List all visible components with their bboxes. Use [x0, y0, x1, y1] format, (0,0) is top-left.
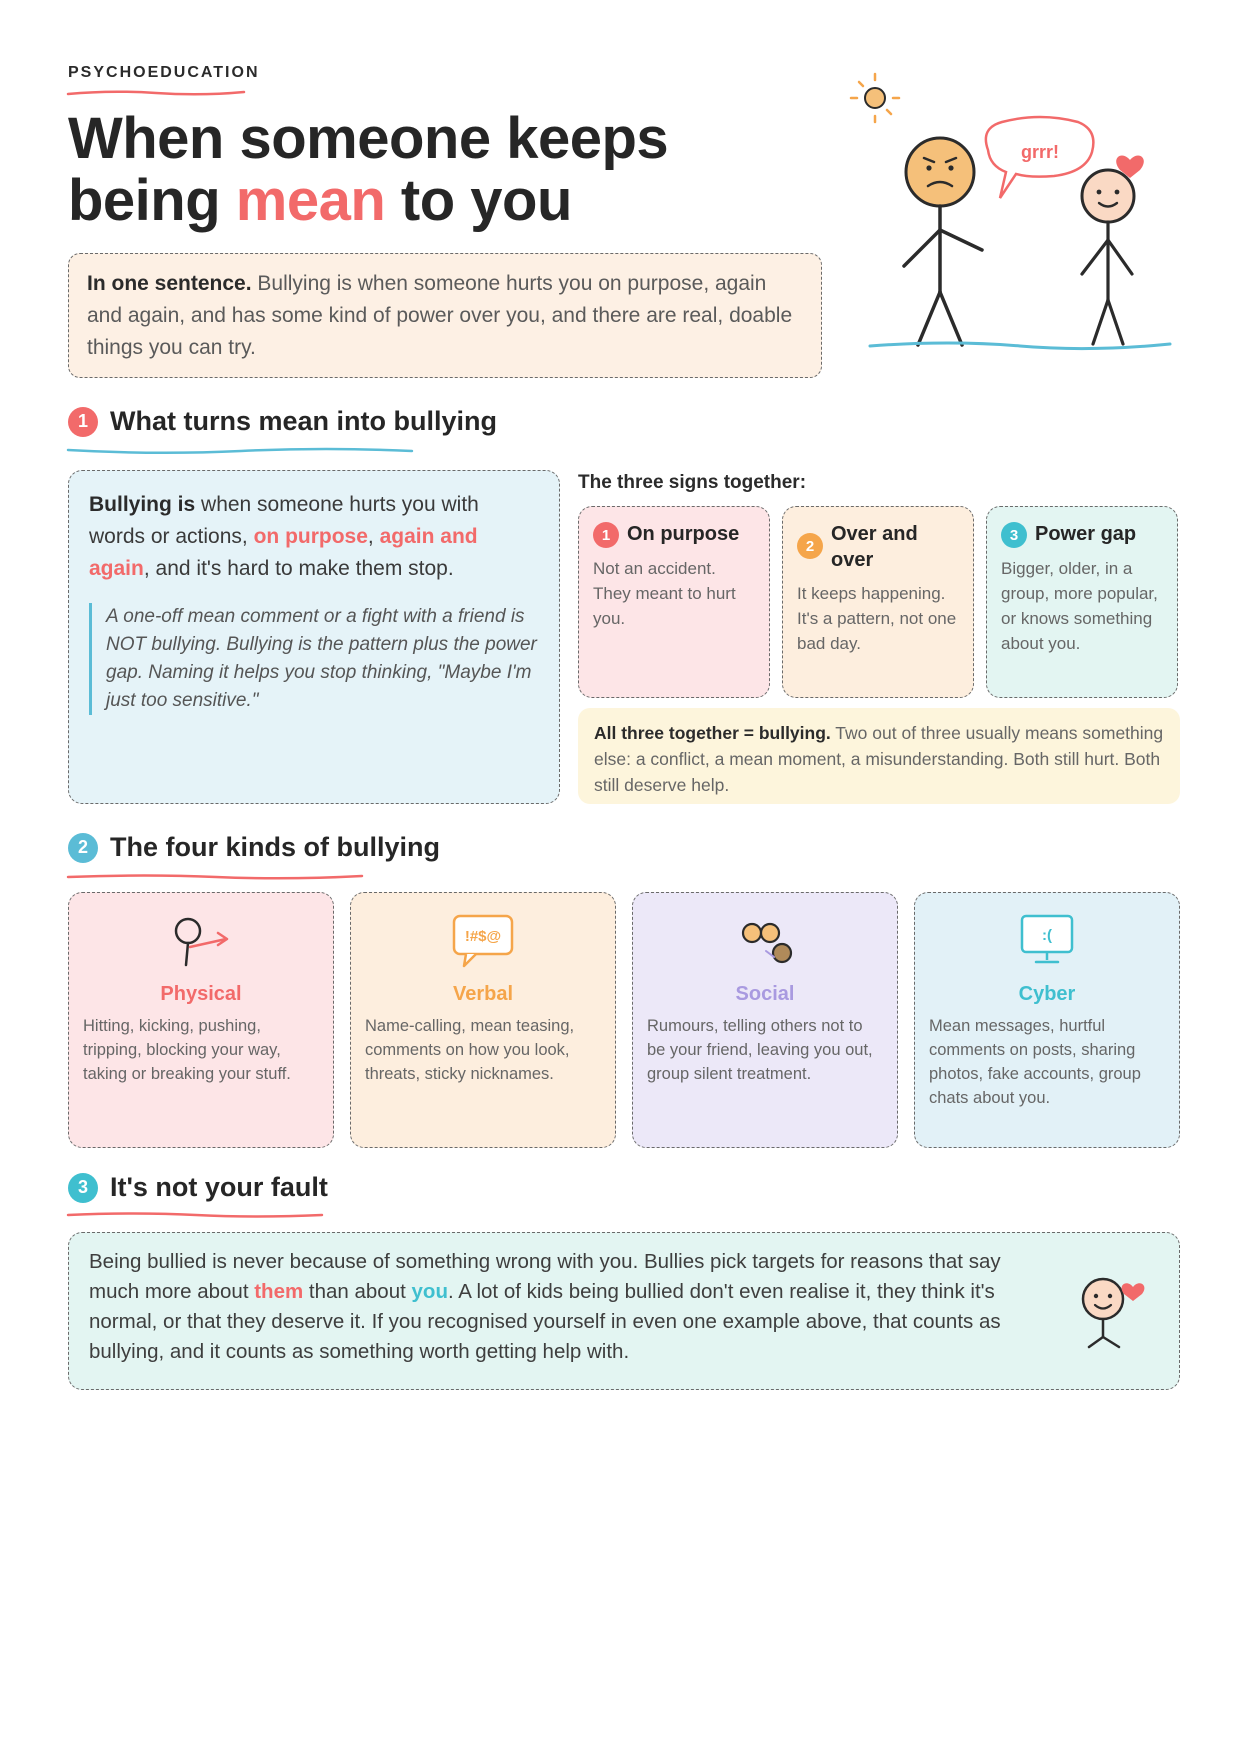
not-your-fault-text: Being bullied is never because of something wrong with you. Bullies pick targets for reasons that say much more about them than about you. A lot of kids being bullied don't even realise it, they think it's normal, or that they deserve it. If you recognised yourself in even one example above, that counts as bullying, and it counts as something worth getting help with. [89, 1250, 1001, 1363]
eyebrow-underline [66, 88, 246, 98]
section-1-header [68, 406, 497, 437]
section-2-header [68, 832, 440, 863]
speech-text: grrr! [1020, 142, 1060, 162]
kind-title: Physical [160, 983, 242, 1005]
kind-card-social [632, 892, 898, 1148]
summary-box [68, 253, 822, 378]
sign-body: Bigger, older, in a group, more popular, or knows something about you. [1001, 559, 1158, 653]
sign-title: Over and over [831, 523, 918, 571]
speech-bubble-icon [986, 117, 1094, 198]
title-line-2: being mean to you [68, 168, 572, 233]
title-line-1: When someone keeps [68, 106, 669, 171]
definition-quote: A one-off mean comment or a fight with a friend is NOT bullying. Bullying is the pattern plus the power gap. Naming it helps you stop thinking, "Maybe I'm just too sensitive." [89, 603, 539, 715]
kind-body: Rumours, telling others not to be your friend, leaving you out, group silent treatment. [647, 1017, 873, 1083]
definition-text: Bullying is when someone hurts you with words or actions, on purpose, again and again, and it's hard to make them stop. [89, 493, 479, 580]
sign-card-over-and-over [782, 506, 974, 698]
section-1-title: What turns mean into bullying [110, 406, 497, 436]
definition-box [68, 470, 560, 804]
section-2-number: 2 [68, 833, 98, 863]
page-title [68, 108, 668, 232]
sign-body: Not an accident. They meant to hurt you. [593, 559, 736, 628]
sign-number: 3 [1001, 522, 1027, 548]
kind-title: Cyber [1018, 983, 1076, 1005]
kind-body: Hitting, kicking, pushing, tripping, blocking your way, taking or breaking your stuff. [83, 1017, 291, 1083]
sign-title: On purpose [627, 523, 740, 545]
push-person-icon [166, 913, 236, 969]
happy-figure-heart-icon [1073, 1273, 1153, 1353]
svg-text::(: :( [1042, 927, 1052, 944]
kind-card-verbal [350, 892, 616, 1148]
section-2-underline [66, 872, 366, 882]
sign-number: 1 [593, 522, 619, 548]
section-2-title: The four kinds of bullying [110, 832, 440, 862]
kind-body: Name-calling, mean teasing, comments on how you look, threats, sticky nicknames. [365, 1017, 575, 1083]
eyebrow: PSYCHOEDUCATION [68, 64, 260, 81]
kind-title: Verbal [452, 983, 514, 1005]
section-3-underline [66, 1210, 326, 1220]
sign-body: It keeps happening. It's a pattern, not one bad day. [797, 584, 957, 653]
not-your-fault-box [68, 1232, 1180, 1390]
sun-icon [851, 74, 899, 122]
ground-line [870, 343, 1170, 349]
monitor-icon [1012, 912, 1082, 970]
section-1-number: 1 [68, 407, 98, 437]
signs-label: The three signs together: [578, 472, 807, 493]
summary-text: Bullying is when someone hurts you on purpose, again and again, and has some kind of power over you, and there are real, doable things you can try. [87, 272, 793, 359]
kind-title: Social [735, 983, 795, 1005]
section-3-title: It's not your fault [110, 1172, 328, 1202]
title-highlight: mean [235, 168, 386, 233]
summary-label: In one sentence. [87, 272, 252, 295]
section-3-number: 3 [68, 1173, 98, 1203]
section-3-header [68, 1172, 328, 1203]
kind-body: Mean messages, hurtful comments on posts, sharing photos, fake accounts, group chats about you. [929, 1017, 1141, 1107]
sad-figure-icon [904, 138, 982, 345]
sign-title: Power gap [1035, 523, 1137, 545]
sign-card-on-purpose [578, 506, 770, 698]
speech-bubble-icon [448, 912, 518, 970]
happy-figure-icon [1082, 170, 1134, 344]
kind-card-cyber [914, 892, 1180, 1148]
sign-number: 2 [797, 533, 823, 559]
together-note: All three together = bullying. Two out of three usually means something else: a conflict, a mean moment, a misunderstanding. Both still hurt. Both still deserve help. [578, 708, 1180, 804]
section-1-underline [66, 446, 416, 456]
sign-card-power-gap [986, 506, 1178, 698]
kind-card-physical [68, 892, 334, 1148]
excluded-circles-icon [730, 913, 800, 969]
hero-illustration [840, 60, 1180, 360]
svg-text:!#$@: !#$@ [464, 928, 502, 945]
